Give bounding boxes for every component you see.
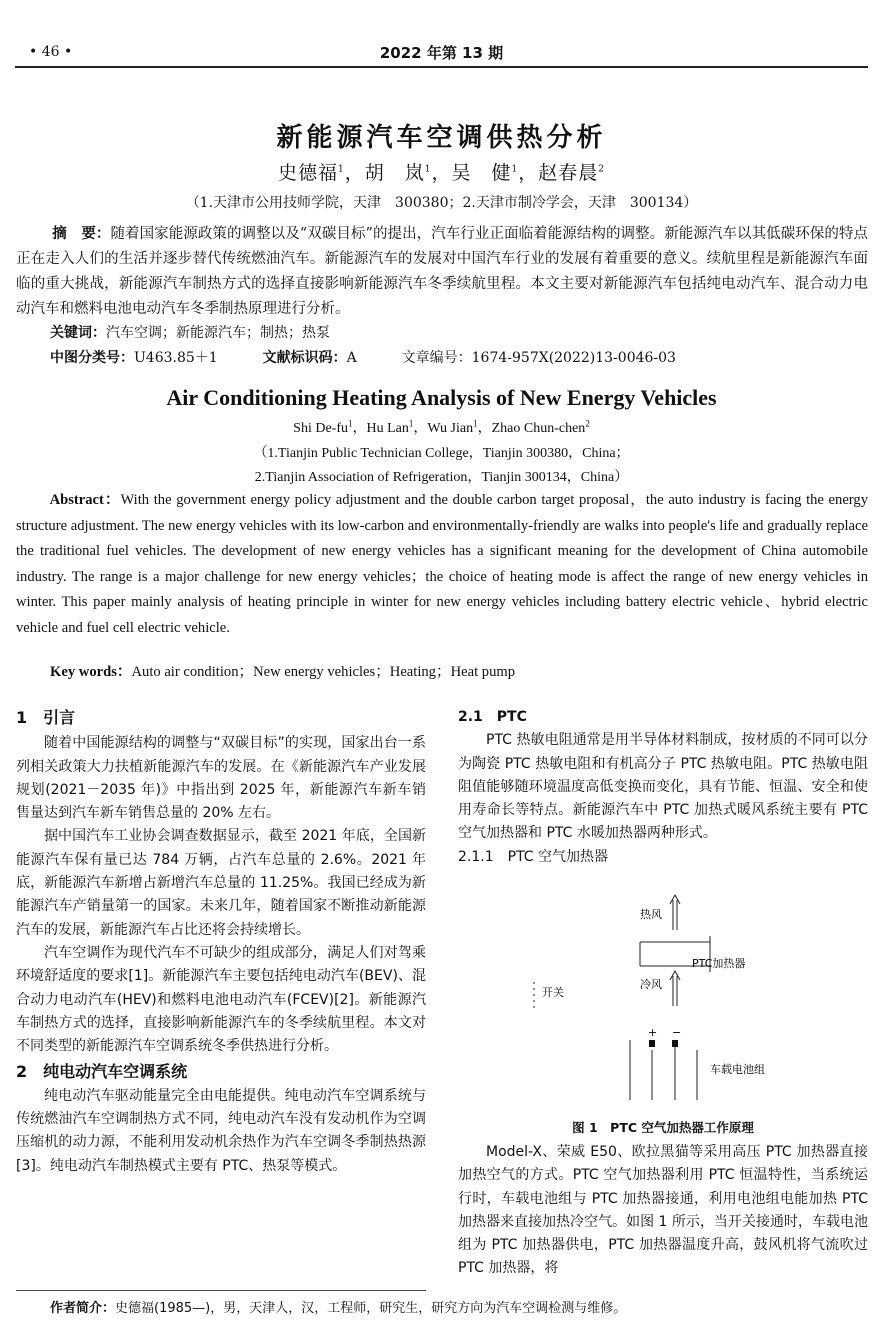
classification-line xyxy=(50,347,676,367)
art-value: 1674-957X(2022)13-0046-03 xyxy=(471,350,676,366)
title-cn: 新能源汽车空调供热分析 xyxy=(276,123,607,153)
keywords-en-label: Key words： xyxy=(50,664,132,680)
authors-en: Shi $De-fu^1$，Hu Lan$^1$，Wu Jian$^1$，Zhao Chun-chen$^2$ xyxy=(293,418,590,436)
keywords-cn-label: 关键词： xyxy=(50,325,106,341)
battery-terminal-neg xyxy=(672,1040,678,1047)
right-column-lower xyxy=(458,1141,868,1281)
label-switch: 开关 xyxy=(542,986,564,999)
right-column xyxy=(458,706,868,869)
abstract-cn-label: 摘 要： xyxy=(52,226,111,242)
author-name: 吴 健 xyxy=(451,162,512,184)
abstract-cn xyxy=(16,222,868,322)
label-battery: 车载电池组 xyxy=(710,1063,765,1076)
doc-value: A xyxy=(346,350,357,366)
left-column xyxy=(16,706,426,1178)
clc-value: U463.85＋1 xyxy=(134,350,218,366)
abstract-en-text: With the government energy policy adjustment and the double carbon target proposal，the auto industry is facing the energy structure adjustment. The new energy vehicles with its low-carbon and environmentally-friendly are walks into people's life and gradually replace the traditional fuel vehicles. The development of new energy vehicles has a significant meaning for the development of China automobile industry. The range is a major challenge for new energy vehicles；the choice of heating mode is affect the range of new energy vehicles in winter. This paper mainly analysis of heating principle in winter for new energy vehicles including battery electric vehicle、hybrid electric vehicle and fuel cell electric vehicle. xyxy=(16,492,868,636)
abstract-en-label: Abstract： xyxy=(49,492,121,508)
battery-terminal-pos xyxy=(649,1040,655,1047)
keywords-en-text: Auto air condition；New energy vehicles；Heating；Heat pump xyxy=(131,664,516,680)
author-en-sup: 1 xyxy=(473,418,478,429)
author-en-sup: 1 xyxy=(408,418,414,429)
author-sup: 1 xyxy=(424,164,432,175)
author-sup: 2 xyxy=(598,164,606,175)
art-label: 文章编号： xyxy=(401,350,472,366)
affiliation-cn: （1.天津市公用技师学院，天津 300380；2.天津市制冷学会，天津 300134） xyxy=(185,195,698,211)
author-en-name: Wu Jian xyxy=(427,421,474,436)
label-minus: − xyxy=(672,1026,682,1039)
label-hot-air: 热风 xyxy=(640,908,662,921)
author-en-name: Hu Lan xyxy=(366,421,409,436)
paragraph: PTC 热敏电阻通常是用半导体材料制成，按材质的不同可以分为陶瓷 PTC 热敏电阻和有机高分子 PTC 热敏电阻。PTC 热敏电阻阻值能够随环境温度高低变换而变化，具有节能、恒温、安全和使用寿命长等特点。新能源汽车中 PTC 加热式暖风系统主要有 PTC 空气加热器和 PTC 水暖加热器两种形式。 xyxy=(458,732,868,842)
keywords-en xyxy=(50,660,850,686)
label-ptc-heater: PTC加热器 xyxy=(692,957,746,970)
footnote xyxy=(50,1297,626,1316)
page-header xyxy=(15,40,868,68)
figure-caption: 图 1 PTC 空气加热器工作原理 xyxy=(572,1120,754,1135)
author-name: 胡 岚 xyxy=(364,162,425,184)
author-sup: 1 xyxy=(337,164,345,175)
author-name: 赵春晨 xyxy=(538,162,599,184)
affiliation-en-1: （1.Tianjin Public Technician College，Tianjin 300380，China； xyxy=(253,446,630,461)
author-en-sup: 2 xyxy=(585,418,590,429)
paragraph: 随着中国能源结构的调整与“双碳目标”的实现，国家出台一系列相关政策大力扶植新能源汽车的发展。在《新能源汽车产业发展规划(2021－2035 年)》中指出到 2025 年，新能源汽车新车销售量达到汽车新车销售总量的 20% 左右。 xyxy=(16,735,426,822)
footnote-rule xyxy=(16,1290,426,1291)
subsubsection-title: 2.1.1 PTC 空气加热器 xyxy=(458,848,609,865)
section-1-title: 1 引言 xyxy=(16,708,76,727)
title-en: Air Conditioning Heating Analysis of New Energy Vehicles xyxy=(166,385,717,410)
paragraph: 据中国汽车工业协会调查数据显示，截至 2021 年底，全国新能源汽车保有量已达 784 万辆，占汽车总量的 2.6%。2021 年底，新能源汽车新增占新增汽车总量的 11.25%。我国已经成为新能源汽车产销量第一的国家。未来几年，随着国家不断推动新能源汽车的发展，新能源汽车占比还将会持续增长。 xyxy=(16,828,426,938)
footnote-label: 作者简介： xyxy=(50,1301,116,1316)
subsection-title: 2.1 PTC xyxy=(458,709,527,725)
paragraph: 汽车空调作为现代汽车不可缺少的组成部分，满足人们对驾乘环境舒适度的要求[1]。新能源汽车主要包括纯电动汽车(BEV)、混合动力电动汽车(HEV)和燃料电池电动汽车(FCEV)[2]。新能源汽车制热方式的选择，直接影响新能源汽车的冬季续航里程。本文对不同类型的新能源汽车空调系统冬季供热进行分析。 xyxy=(16,944,426,1055)
author-en-name: Shi De-fu xyxy=(293,421,348,436)
authors-cn: 史德福$^1$，胡 岚$^1$，吴 健$^1$，赵春晨$^2$ xyxy=(277,162,606,184)
footnote-text: 史德福(1985—)，男，天津人，汉，工程师，研究生，研究方向为汽车空调检测与维修。 xyxy=(115,1301,627,1316)
author-en-name: Zhao Chun-chen xyxy=(491,421,586,436)
doc-label: 文献标识码： xyxy=(262,350,347,366)
figure-ptc-diagram xyxy=(520,890,800,1110)
abstract-en xyxy=(16,488,868,642)
paragraph: 纯电动汽车驱动能量完全由电能提供。纯电动汽车空调系统与传统燃油汽车空调制热方式不同，纯电动汽车没有发动机作为空调压缩机的动力源，不能利用发动机余热作为汽车空调冬季制热热源[3]。纯电动汽车制热模式主要有 PTC、热泵等模式。 xyxy=(16,1087,426,1174)
section-2-title: 2 纯电动汽车空调系统 xyxy=(16,1062,188,1082)
author-sup: 1 xyxy=(511,164,519,175)
abstract-cn-text: 随着国家能源政策的调整以及“双碳目标”的提出，汽车行业正面临着能源结构的调整。新能源汽车以其低碳环保的特点正在走入人们的生活并逐步替代传统燃油汽车。新能源汽车的发展对中国汽车行业的发展有着重要的意义。续航里程是新能源汽车面临的重大挑战，新能源汽车制热方式的选择直接影响新能源汽车冬季续航里程。本文主要对新能源汽车包括纯电动汽车、混合动力电动汽车和燃料电池电动汽车冬季制热原理进行分析。 xyxy=(16,226,868,317)
author-en-sup: 1 xyxy=(348,418,353,429)
paragraph: Model-X、荣威 E50、欧拉黑猫等采用高压 PTC 加热器直接加热空气的方式。PTC 空气加热器利用 PTC 恒温特性，当系统运行时，车载电池组与 PTC 加热器接通，利用电池组电能加热 PTC 加热器来直接加热冷空气。如图 1 所示，当开关接通时，车载电池组为 PTC 加热器供电，PTC 加热器温度升高，鼓风机将气流吹过 PTC 加热器，将 xyxy=(458,1144,868,1277)
page-number: • 46 • xyxy=(29,44,73,60)
keywords-cn-text: 汽车空调；新能源汽车；制热；热泵 xyxy=(106,325,330,341)
label-plus: + xyxy=(648,1026,658,1039)
affiliation-en-2: 2.Tianjin Association of Refrigeration，Tianjin 300134，China） xyxy=(254,470,629,485)
author-name: 史德福 xyxy=(277,162,338,184)
keywords-cn xyxy=(50,322,330,342)
label-cold-air: 冷风 xyxy=(640,978,662,991)
issue-label: 2022 年第 13 期 xyxy=(379,44,504,62)
clc-label: 中图分类号： xyxy=(50,350,134,366)
